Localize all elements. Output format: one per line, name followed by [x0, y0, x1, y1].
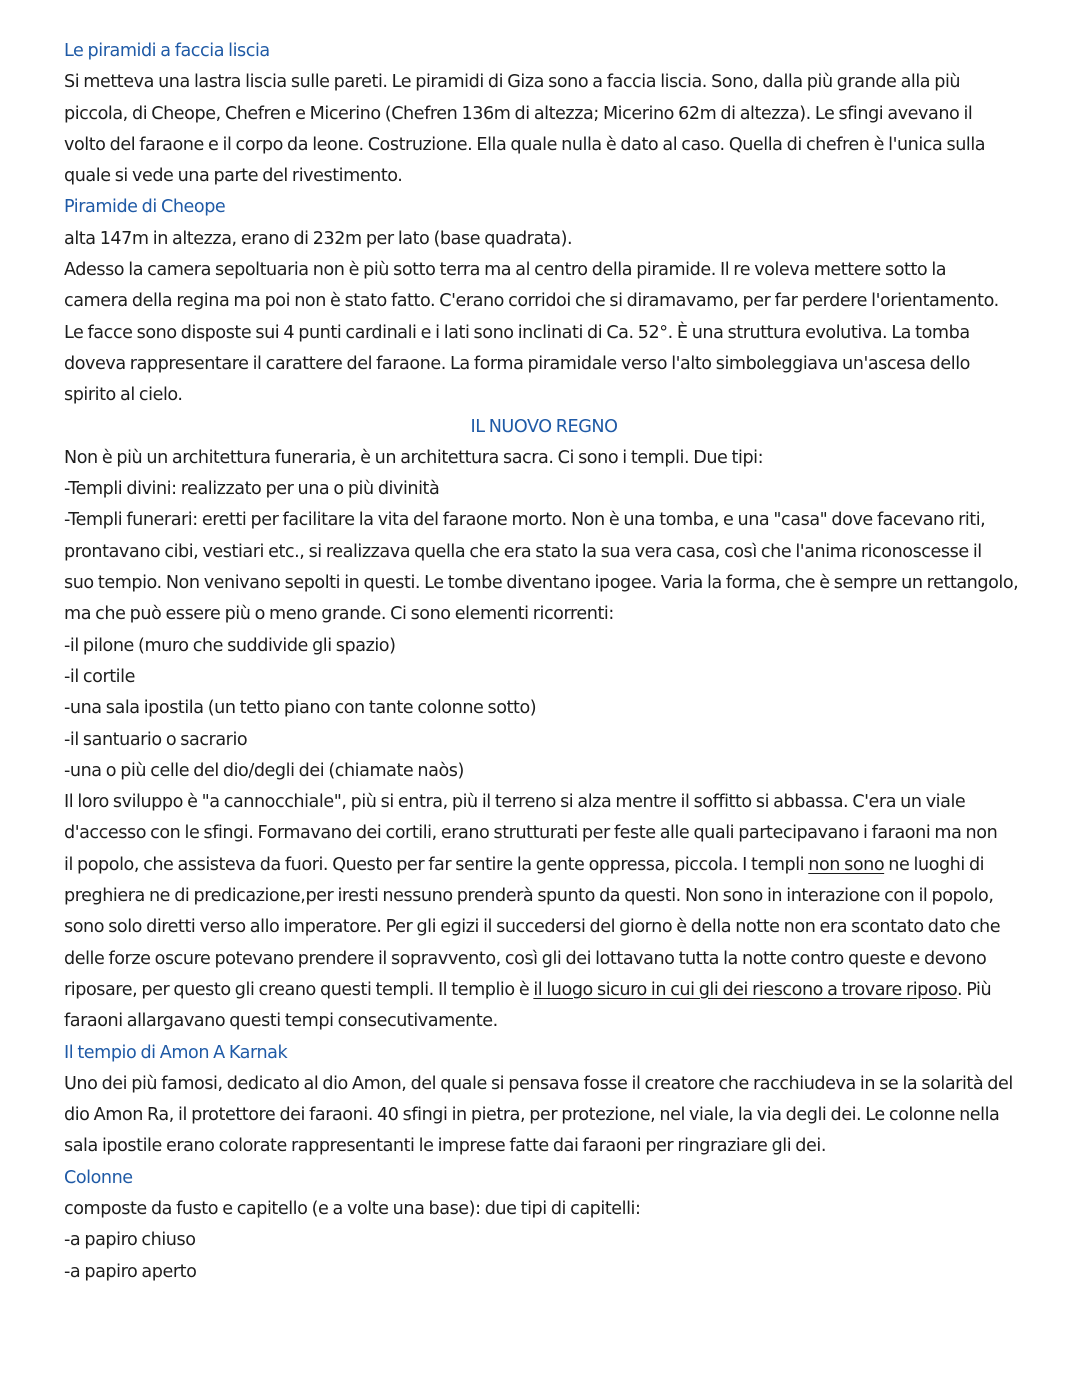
paragraph-line: Il loro sviluppo è "a cannocchiale", più si entra, più il terreno si alza mentre il soffitto si abbassa. C'era un viale [64, 792, 966, 813]
text-segment: il popolo, che assisteva da fuori. Questo per far sentire la gente oppressa, piccola. I templi [64, 854, 809, 875]
list-item: -il pilone (muro che suddivide gli spazio) [64, 635, 396, 656]
list-item: -il cortile [64, 666, 135, 687]
text-segment: riposare, per questo gli creano questi templi. Il templio è [64, 979, 534, 1000]
list-item: -una o più celle del dio/degli dei (chiamate naòs) [64, 760, 464, 781]
text-segment: . Più [956, 979, 992, 1000]
paragraph-line: composte da fusto e capitello (e a volte una base): due tipi di capitelli: [64, 1198, 641, 1219]
paragraph-line: preghiera ne di predicazione,per iresti nessuno prenderà spunto da questi. Non sono in interazione con il popolo, [64, 886, 994, 907]
text-segment: ne luoghi di [884, 854, 985, 875]
section-heading-piramide-cheope: Piramide di Cheope [64, 197, 226, 218]
paragraph-line: quale si vede una parte del rivestimento. [64, 166, 403, 187]
list-item: -il santuario o sacrario [64, 729, 248, 750]
paragraph-line: faraoni allargavano questi tempi consecutivamente. [64, 1011, 498, 1032]
paragraph-line: volto del faraone e il corpo da leone. Costruzione. Ella quale nulla è dato al caso. Quella di chefren è l'unica sulla [64, 134, 986, 155]
paragraph-line: doveva rappresentare il carattere del faraone. La forma piramidale verso l'alto simboleggiava un'ascesa dello [64, 353, 970, 374]
paragraph-line: ma che può essere più o meno grande. Ci sono elementi ricorrenti: [64, 604, 614, 625]
paragraph-line [64, 975, 1024, 1006]
paragraph-line: delle forze oscure potevano prendere il sopravvento, così gli dei lottavano tutta la notte contro queste e devono [64, 948, 987, 969]
document-page [64, 36, 1024, 1288]
paragraph-line: piccola, di Cheope, Chefren e Micerino (Chefren 136m di altezza; Micerino 62m di altezza). Le sfingi avevano il [64, 103, 973, 124]
list-item: -una sala ipostila (un tetto piano con tante colonne sotto) [64, 698, 537, 719]
paragraph-line: suo tempio. Non venivano sepolti in questi. Le tombe diventano ipogee. Varia la forma, che è sempre un rettangolo, [64, 573, 1019, 594]
paragraph-line: d'accesso con le sfingi. Formavano dei cortili, erano strutturati per feste alle quali partecipavano i faraoni ma non [64, 823, 998, 844]
paragraph-line: Non è più un architettura funeraria, è un architettura sacra. Ci sono i templi. Due tipi: [64, 447, 764, 468]
section-heading-colonne: Colonne [64, 1167, 133, 1188]
list-item: -Templi funerari: eretti per facilitare la vita del faraone morto. Non è una tomba, e una "casa" dove facevano riti, [64, 510, 986, 531]
underlined-text: non sono [808, 854, 885, 875]
paragraph-line: Adesso la camera sepoltuaria non è più sotto terra ma al centro della piramide. Il re voleva mettere sotto la [64, 260, 947, 281]
list-item: -a papiro chiuso [64, 1230, 196, 1251]
section-heading-tempio-amon: Il tempio di Amon A Karnak [64, 1042, 288, 1063]
paragraph-line: dio Amon Ra, il protettore dei faraoni. 40 sfingi in pietra, per protezione, nel viale, la via degli dei. Le colonne nella [64, 1105, 1000, 1126]
paragraph-line: Si metteva una lastra liscia sulle pareti. Le piramidi di Giza sono a faccia liscia. Sono, dalla più grande alla più [64, 72, 961, 93]
paragraph-line: spirito al cielo. [64, 385, 183, 406]
paragraph-line: prontavano cibi, vestiari etc., si realizzava quella che era stato la sua vera casa, così che l'anima riconoscesse il [64, 541, 982, 562]
section-heading-nuovo-regno: IL NUOVO REGNO [470, 416, 618, 437]
underlined-text: il luogo sicuro in cui gli dei riescono a trovare riposo [533, 979, 957, 1000]
paragraph-line: sala ipostile erano colorate rappresentanti le imprese fatte dai faraoni per ringraziare gli dei. [64, 1136, 826, 1157]
paragraph-line: camera della regina ma poi non è stato fatto. C'erano corridoi che si diramavamo, per far perdere l'orientamento. [64, 291, 999, 312]
section-heading-piramidi-faccia-liscia: Le piramidi a faccia liscia [64, 41, 270, 61]
list-item: -a papiro aperto [64, 1261, 197, 1282]
paragraph-line [64, 850, 1024, 881]
list-item: -Templi divini: realizzato per una o più divinità [64, 479, 440, 500]
paragraph-line: Uno dei più famosi, dedicato al dio Amon, del quale si pensava fosse il creatore che racchiudeva in se la solarità del [64, 1073, 1013, 1094]
paragraph-line: Le facce sono disposte sui 4 punti cardinali e i lati sono inclinati di Ca. 52°. È una struttura evolutiva. La tomba [64, 322, 970, 343]
paragraph-line: sono solo diretti verso allo imperatore. Per gli egizi il succedersi del giorno è della notte non era scontato dato che [64, 917, 1001, 938]
paragraph-line: alta 147m in altezza, erano di 232m per lato (base quadrata). [64, 228, 573, 249]
